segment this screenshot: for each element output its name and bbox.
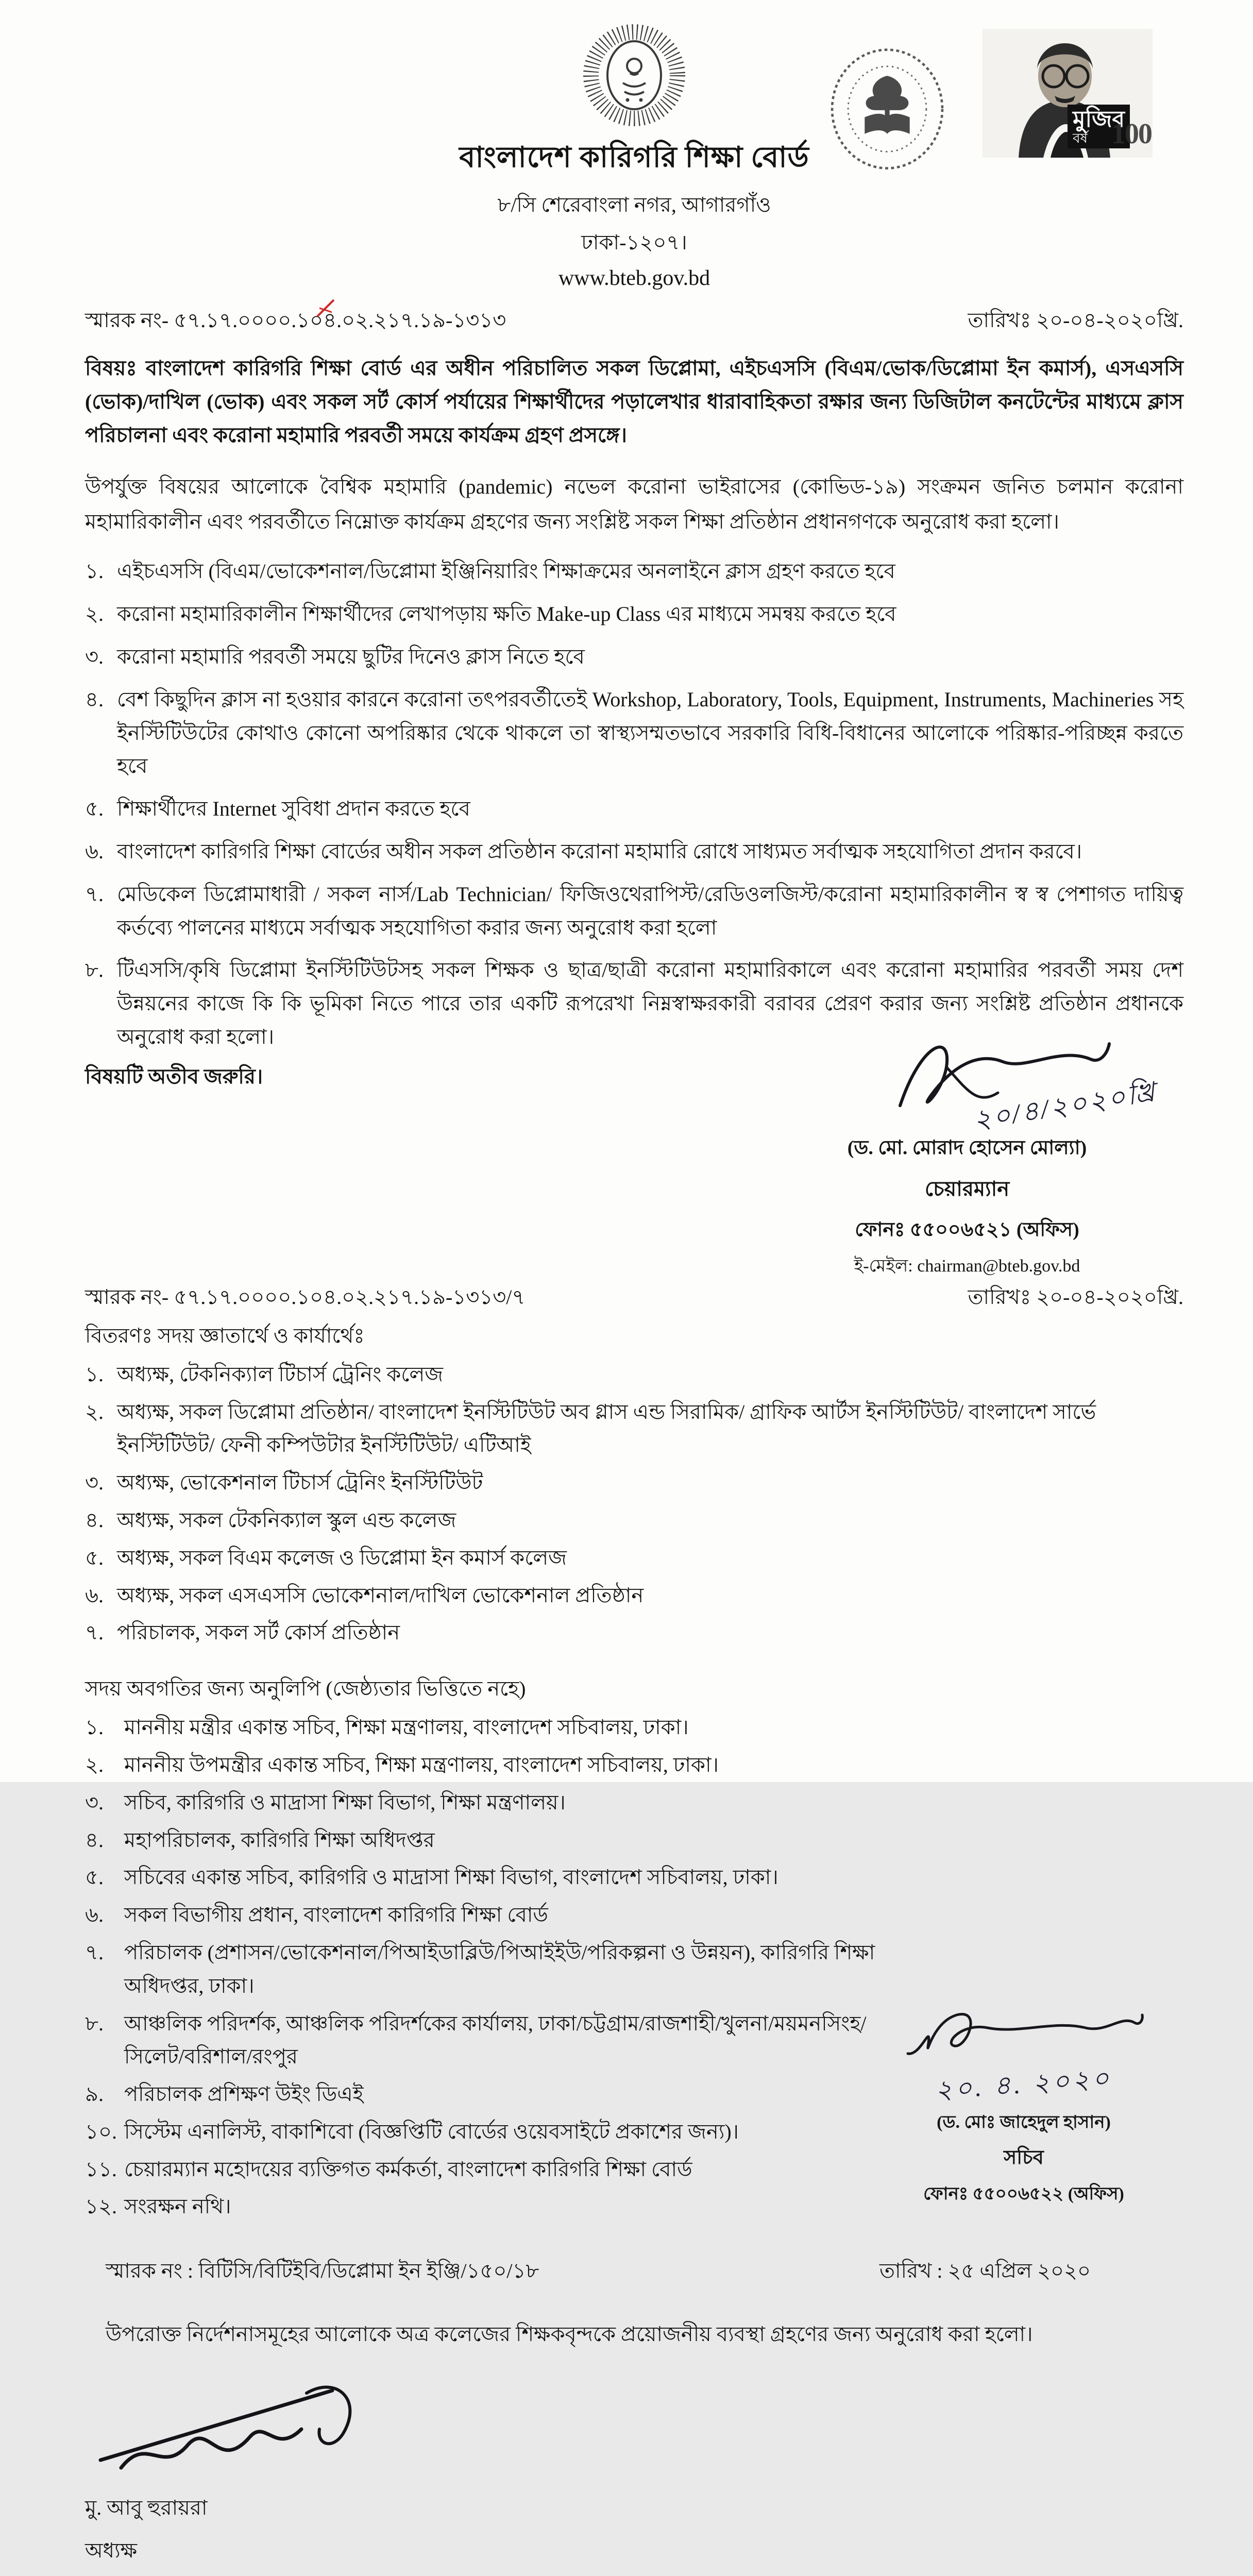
copy-item (85, 1711, 920, 1744)
directive-number: ২. (85, 602, 104, 626)
distribution-item (85, 1541, 1183, 1575)
urgent-note: বিষয়টি অতীব জরুরি। (85, 1064, 263, 1088)
letterhead (85, 19, 1183, 291)
directive-item (85, 792, 1183, 826)
copy-item (85, 2007, 920, 2074)
address-line-2: ঢাকা-১২০৭। (581, 231, 687, 254)
copy-number: ৮. (85, 2011, 104, 2035)
directive-item (85, 683, 1183, 783)
memo1-date: তারিখঃ ২০-০৪-২০২০খ্রি. (968, 309, 1183, 332)
copy-number: ১০. (85, 2120, 117, 2143)
copy-number: ২. (85, 1753, 104, 1776)
chairman-signature-zone (85, 1054, 1183, 1276)
copy-text: পরিচালক (প্রশাসন/ভোকেশনাল/পিআইডাব্লিউ/পিআইইউ/পরিকল্পনা ও উন্নয়ন), কারিগরি শিক্ষা অধিদপ্তর, ঢাকা। (124, 1940, 875, 1997)
copy-item (85, 2115, 920, 2149)
secretary-handwritten-date: ২০. ৪. ২০২০ (934, 2063, 1113, 2105)
chairman-email: ই-মেইল: chairman@bteb.gov.bd (854, 1256, 1080, 1276)
secretary-block (864, 1992, 1183, 2210)
header-logos (828, 29, 1153, 173)
bteb-seal-icon (580, 19, 688, 132)
copy-text: সংরক্ষন নথি। (124, 2195, 231, 2218)
directive-number: ৫. (85, 797, 104, 821)
directive-text: এইচএসসি (বিএম/ভোকেশনাল/ডিপ্লোমা ইঞ্জিনিয়ারিং শিক্ষাক্রমের অনলাইনে ক্লাস গ্রহণ করতে হবে (117, 560, 895, 583)
secretary-name: (ড. মোঃ জাহেদুল হাসান) (937, 2113, 1111, 2132)
distribution-text: অধ্যক্ষ, টেকনিক্যাল টিচার্স ট্রেনিং কলেজ (117, 1362, 444, 1386)
closing-note: উপরোক্ত নির্দেশনাসমূহের আলোকে অত্র কলেজের শিক্ষকবৃন্দকে প্রয়োজনীয় ব্যবস্থা গ্রহণের জন্য অনুরোধ করা হলো। (106, 2323, 1033, 2346)
distribution-item (85, 1396, 1183, 1463)
directive-number: ৬. (85, 839, 104, 863)
copy-text: মাননীয় উপমন্ত্রীর একান্ত সচিব, শিক্ষা মন্ত্রণালয়, বাংলাদেশ সচিবালয়, ঢাকা। (124, 1753, 719, 1776)
chairman-block (756, 1023, 1178, 1282)
distribution-text: অধ্যক্ষ, সকল টেকনিক্যাল স্কুল এন্ড কলেজ (117, 1508, 456, 1532)
memo3-row (85, 2255, 1183, 2289)
distribution-number: ৬. (85, 1583, 104, 1607)
copy-text: আঞ্চলিক পরিদর্শক, আঞ্চলিক পরিদর্শকের কার্যালয়, ঢাকা/চট্টগ্রাম/রাজশাহী/খুলনা/ময়মনসিংহ/সিলেট/বরিশাল/রংপুর (124, 2011, 867, 2069)
principal-title: অধ্যক্ষ (85, 2539, 138, 2563)
secretary-phone: ফোনঃ ৫৫০০৬৫২২ (অফিস) (923, 2184, 1124, 2204)
chairman-phone: ফোনঃ ৫৫০০৬৫২১ (অফিস) (855, 1218, 1079, 1241)
subject-line: বিষয়ঃ বাংলাদেশ কারিগরি শিক্ষা বোর্ড এর অধীন পরিচালিত সকল ডিপ্লোমা, এইচএসসি (বিএম/ভোক/ডিপ্লোমা ইন কমার্স), এসএসসি (ভোক)/দাখিল (ভোক) এবং সকল সর্ট কোর্স পর্যায়ের শিক্ষার্থীদের পড়ালেখার ধারাবাহিকতা রক্ষার জন্য ডিজিটাল কনটেন্টের মাধ্যমে ক্লাস পরিচালনা এবং করোনা মহামারি পরবর্তী সময়ে কার্যক্রম গ্রহণ প্রসঙ্গে। (85, 357, 1183, 447)
directive-item (85, 598, 1183, 631)
copy-text: চেয়ারম্যান মহোদয়ের ব্যক্তিগত কর্মকর্তা, বাংলাদেশ কারিগরি শিক্ষা বোর্ড (124, 2157, 692, 2181)
distribution-number: ৩. (85, 1471, 104, 1495)
distribution-list (85, 1358, 1183, 1650)
directive-text: টিএসসি/কৃষি ডিপ্লোমা ইনস্টিটিউটসহ সকল শিক্ষক ও ছাত্র/ছাত্রী করোনা মহামারিকালে এবং করোনা মহামারির পরবর্তী সময় দেশ উন্নয়নের কাজে কি কি ভূমিকা নিতে পারে তার একটি রূপরেখা নিম্নস্বাক্ষরকারী বরাবর প্রেরণ করার জন্য সংশ্লিষ্ট প্রতিষ্ঠান প্রধানকে অনুরোধ করা হলো। (117, 958, 1183, 1048)
directive-text: করোনা মহামারিকালীন শিক্ষার্থীদের লেখাপড়ায় ক্ষতি Make-up Class এর মাধ্যমে সমন্বয় করতে হবে (117, 602, 896, 626)
copy-text: মাননীয় মন্ত্রীর একান্ত সচিব, শিক্ষা মন্ত্রণালয়, বাংলাদেশ সচিবালয়, ঢাকা। (124, 1716, 689, 1739)
distribution-item (85, 1358, 1183, 1392)
distribution-heading: বিতরণঃ সদয় জ্ঞাতার্থে ও কার্যার্থেঃ (85, 1324, 365, 1347)
distribution-item (85, 1616, 1183, 1650)
directive-text: করোনা মহামারি পরবর্তী সময়ে ছুটির দিনেও ক্লাস নিতে হবে (117, 645, 585, 668)
principal-block (85, 2372, 1183, 2576)
copy-number: ৭. (85, 1940, 104, 1964)
mujib-100-logo (983, 29, 1153, 158)
directive-text: শিক্ষার্থীদের Internet সুবিধা প্রদান করতে হবে (117, 797, 470, 821)
copy-text: মহাপরিচালক, কারিগরি শিক্ষা অধিদপ্তর (124, 1828, 435, 1852)
chairman-name: (ড. মো. মোরাদ হোসেন মোল্যা) (847, 1137, 1087, 1159)
distribution-item (85, 1579, 1183, 1613)
website-url: www.bteb.gov.bd (558, 266, 710, 290)
memo3-date: তারিখ : ২৫ এপ্রিল ২০২০ (879, 2259, 1091, 2283)
chairman-handwritten-date: ২০/৪/২০২০খ্রি (971, 1077, 1159, 1136)
memo2-number: স্মারক নং- ৫৭.১৭.০০০০.১০৪.০২.২১৭.১৯-১৩১৩/৭ (85, 1285, 526, 1309)
copy-item (85, 1749, 920, 1782)
copy-item (85, 2153, 920, 2187)
copy-number: ১১. (85, 2157, 117, 2181)
copy-item (85, 2078, 920, 2111)
directives-list (85, 555, 1183, 1054)
distribution-number: ৪. (85, 1508, 104, 1532)
directive-item (85, 640, 1183, 674)
distribution-text: অধ্যক্ষ, সকল এসএসসি ভোকেশনাল/দাখিল ভোকেশনাল প্রতিষ্ঠান (117, 1583, 644, 1607)
copy-item (85, 1936, 920, 2003)
copy-text: সিস্টেম এনালিস্ট, বাকাশিবো (বিজ্ঞপ্তিটি বোর্ডের ওয়েবসাইটে প্রকাশের জন্য)। (124, 2120, 739, 2143)
copy-text: সকল বিভাগীয় প্রধান, বাংলাদেশ কারিগরি শিক্ষা বোর্ড (124, 1903, 548, 1927)
memo1-number (85, 304, 506, 338)
distribution-text: অধ্যক্ষ, সকল বিএম কলেজ ও ডিপ্লোমা ইন কমার্স কলেজ (117, 1546, 567, 1569)
distribution-text: অধ্যক্ষ, সকল ডিপ্লোমা প্রতিষ্ঠান/ বাংলাদেশ ইনস্টিটিউট অব গ্লাস এন্ড সিরামিক/ গ্রাফিক আর্টস ইনস্টিটিউট/ বাংলাদেশ সার্ভে ইনস্টিটিউট/ ফেনী কম্পিউটার ইনস্টিটিউট/ এটিআই (117, 1400, 1096, 1457)
copy-text: পরিচালক প্রশিক্ষণ উইং ডিএই (124, 2082, 364, 2106)
directive-text: বাংলাদেশ কারিগরি শিক্ষা বোর্ডের অধীন সকল প্রতিষ্ঠান করোনা মহামারি রোধে সাধ্যমত সর্বাত্মক সহযোগিতা প্রদান করবে। (117, 839, 1082, 863)
copy-item (85, 1786, 920, 1820)
distribution-number: ৭. (85, 1621, 104, 1645)
copy-number: ৪. (85, 1828, 104, 1852)
principal-signature-icon (85, 2372, 394, 2481)
principal-name: মু. আবু হুরায়রা (85, 2496, 208, 2520)
copy-text: সচিব, কারিগরি ও মাদ্রাসা শিক্ষা বিভাগ, শিক্ষা মন্ত্রণালয়। (124, 1790, 566, 1814)
memo2-date: তারিখঃ ২০-০৪-২০২০খ্রি. (968, 1285, 1183, 1309)
distribution-text: অধ্যক্ষ, ভোকেশনাল টিচার্স ট্রেনিং ইনস্টিটিউট (117, 1471, 483, 1495)
copy-number: ১. (85, 1716, 104, 1739)
directive-number: ১. (85, 560, 104, 583)
copy-number: ৯. (85, 2082, 104, 2106)
directive-number: ৮. (85, 958, 104, 982)
directive-item (85, 835, 1183, 869)
mujib-logo-subtext: বর্ষ (1073, 130, 1088, 146)
copy-number: ১২. (85, 2195, 117, 2218)
copy-number: ৬. (85, 1903, 104, 1927)
copy-item (85, 1824, 920, 1857)
address-line-1: ৮/সি শেরেবাংলা নগর, আগারগাঁও (497, 193, 771, 216)
copy-heading: সদয় অবগতির জন্য অনুলিপি (জেষ্ঠ্যতার ভিত্তিতে নহে) (85, 1677, 526, 1701)
copy-number: ৫. (85, 1866, 104, 1889)
directive-number: ৪. (85, 687, 104, 711)
distribution-text: পরিচালক, সকল সর্ট কোর্স প্রতিষ্ঠান (117, 1621, 400, 1645)
directive-text: বেশ কিছুদিন ক্লাস না হওয়ার কারনে করোনা তৎপরবর্তীতেই Workshop, Laboratory, Tools, Equipment, Instruments, Machineries সহ ইনস্টিটিউটের কোথাও কোনো অপরিষ্কার থেকে থাকলে তা স্বাস্থ্যসম্মতভাবে সরকারি বিধি-বিধানের আলোকে পরিষ্কার-পরিচ্ছন্ন করতে হবে (117, 687, 1183, 778)
distribution-number: ১. (85, 1362, 104, 1386)
distribution-number: ৫. (85, 1546, 104, 1569)
chairman-title: চেয়ারম্যান (924, 1177, 1010, 1200)
memo2-row (85, 1281, 1183, 1315)
institution-emblem-icon (828, 44, 946, 173)
copy-text: সচিবের একান্ত সচিব, কারিগরি ও মাদ্রাসা শিক্ষা বিভাগ, বাংলাদেশ সচিবালয়, ঢাকা। (124, 1866, 778, 1889)
mujib-logo-text: মুজিব (1073, 106, 1125, 132)
copy-item (85, 1899, 920, 1932)
distribution-number: ২. (85, 1400, 104, 1423)
directive-number: ৭. (85, 882, 104, 906)
memo1-row (85, 304, 1183, 338)
intro-paragraph: উপর্যুক্ত বিষয়ের আলোকে বৈশ্বিক মহামারি (pandemic) নভেল করোনা ভাইরাসের (কোভিড-১৯) সংক্রমন জনিত চলমান করোনা মহামারিকালীন এবং পরবর্তীতে নিম্নোক্ত কার্যক্রম গ্রহণের জন্য সংশ্লিষ্ট সকল শিক্ষা প্রতিষ্ঠান প্রধানগণকে অনুরোধ করা হলো। (85, 475, 1183, 534)
copy-section (85, 1672, 1183, 2224)
directive-text: মেডিকেল ডিপ্লোমাধারী / সকল নার্স/Lab Technician/ ফিজিওথেরাপিস্ট/রেডিওলজিস্ট/করোনা মহামারিকালীন স্ব স্ব পেশাগত দায়িত্ব কর্তব্যে পালনের মাধ্যমে সর্বাত্মক সহযোগিতা করার জন্য অনুরোধ করা হলো (117, 882, 1183, 939)
red-tick-mark (314, 297, 337, 319)
distribution-item (85, 1504, 1183, 1537)
directive-item (85, 878, 1183, 945)
secretary-title: সচিব (1004, 2147, 1044, 2169)
memo1-number-text: স্মারক নং- ৫৭.১৭.০০০০.১০৪.০২.২১৭.১৯-১৩১৩ (85, 309, 506, 332)
copy-list (85, 1711, 920, 2224)
copy-item (85, 1861, 920, 1894)
distribution-item (85, 1466, 1183, 1500)
directive-number: ৩. (85, 645, 104, 668)
mujib-100-number: 100 (1111, 118, 1152, 150)
copy-item (85, 2190, 920, 2224)
copy-number: ৩. (85, 1790, 104, 1814)
memo3-number: স্মারক নং : বিটিসি/বিটিইবি/ডিপ্লোমা ইন ইঞ্জি/১৫০/১৮ (106, 2259, 539, 2283)
org-name: বাংলাদেশ কারিগরি শিক্ষা বোর্ড (459, 142, 809, 174)
directive-item (85, 555, 1183, 588)
